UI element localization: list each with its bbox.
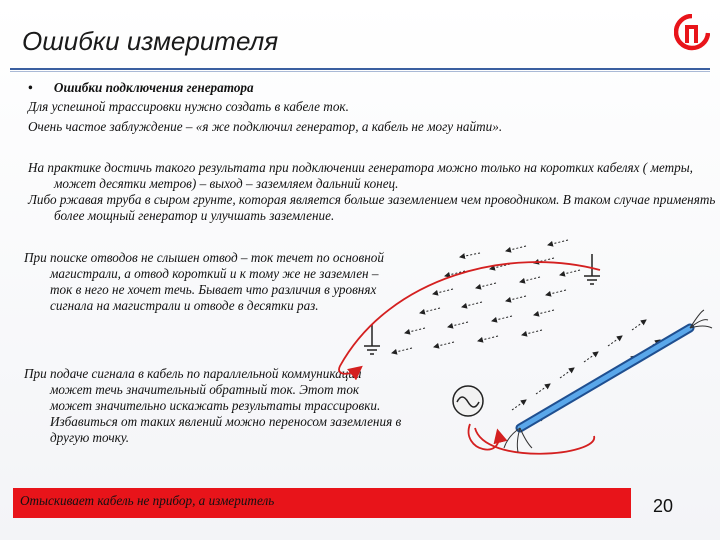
page-number: 20: [653, 496, 674, 516]
cable-diagram: [330, 236, 720, 472]
para-intro-2: Очень частое заблуждение – «я же подключил генератор, а кабель не могу найти».: [28, 119, 503, 134]
slide-title: Ошибки измерителя: [22, 26, 279, 56]
generator-icon: [453, 386, 483, 416]
bullet-heading: [28, 80, 254, 96]
para-parallel: При подаче сигнала в кабель по параллельной коммуникации может течь значительный обратный ток. Этот ток может значительно искажать результаты трассировки. Избавиться от таких явлений можно переносом заземления в другую точку.: [24, 366, 402, 445]
company-logo-icon: [674, 14, 710, 52]
para-practice: На практике достичь такого результата при подключении генератора можно только на коротких кабелях ( метры, может десятки метров) – выход – заземляем дальний конец.: [28, 160, 693, 191]
footer-text: Отыскивает кабель не прибор, а измеритель: [20, 493, 275, 508]
ground-symbol-icon: [364, 324, 380, 354]
para-branches: При поиске отводов не слышен отвод – ток течет по основной магистрали, а отвод короткий и к тому же не заземлен – ток в него не хочет течь. Бывает что различия в уровнях сигнала на магистрали и отводе в десятки раз.: [24, 250, 384, 313]
field-arrows: [392, 240, 660, 426]
bullet-heading-text: Ошибки подключения генератора: [53, 80, 254, 95]
para-intro-1: Для успешной трассировки нужно создать в кабеле ток.: [28, 99, 349, 114]
title-divider: [10, 68, 710, 74]
return-current-arc: [339, 262, 600, 374]
bullet-marker: •: [28, 80, 33, 95]
return-current-arc: [475, 428, 594, 454]
para-rusty-pipe: Либо ржавая труба в сыром грунте, которая является больше заземлением чем проводником. В таком случае применять более мощный генератор и улучшать заземление.: [28, 192, 716, 223]
